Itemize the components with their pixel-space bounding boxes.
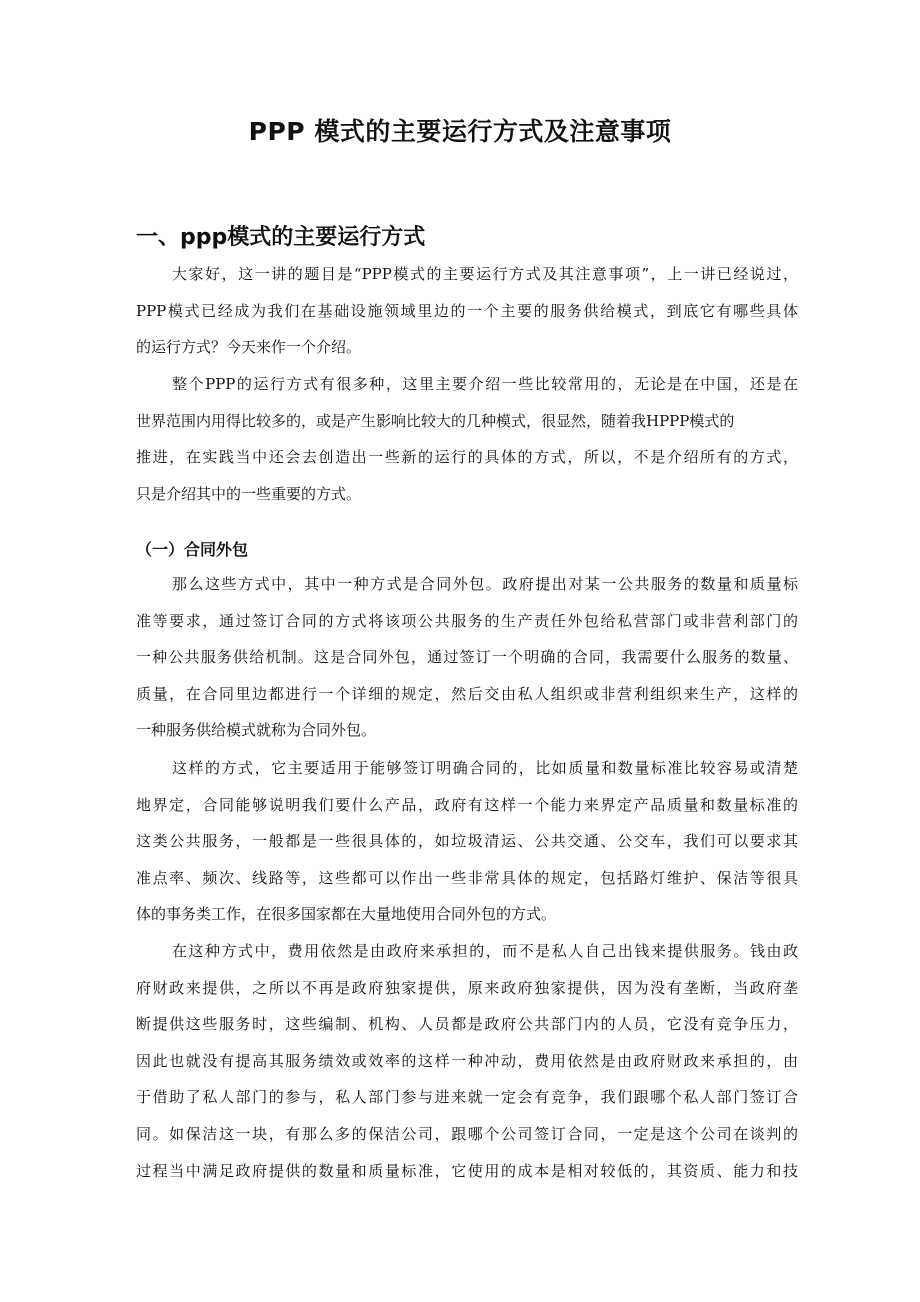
text-line: 这类公共服务，一般都是一些很具体的，如垃圾清运、公共交通、公交车，我们可以要求其 [136,832,798,851]
paragraph-3 [136,566,798,749]
paragraph-2 [136,366,798,512]
text-line: 于借助了私人部门的参与，私人部门参与进来就一定会有竞争，我们跟哪个私人部门签订合 [136,1088,798,1107]
text-line: 的运行方式？今天来作一个介绍。 [136,338,362,357]
text-line: 同。如保洁这一块，有那么多的保洁公司，跟哪个公司签订合同，一定是这个公司在谈判的 [136,1124,798,1143]
text-line: 体的事务类工作，在很多国家都在大量地使用合同外包的方式。 [136,905,557,924]
text-line: 一种公共服务供给机制。这是合同外包，通过签订一个明确的合同，我需要什么服务的数量、 [136,648,798,667]
paragraph-5 [136,933,798,1189]
text-line: 世界范围内用得比较多的，或是产生影响比较大的几种模式，很显然，随着我HPPP模式的 [136,411,735,430]
text-line: PPP模式已经成为我们在基础设施领域里边的一个主要的服务供给模式，到底它有哪些具体 [136,301,798,320]
text-line: 断提供这些服务时，这些编制、机构、人员都是政府公共部门内的人员，它没有竞争压力， [136,1015,798,1034]
section-heading-1: 一、ppp模式的主要运行方式 [136,225,426,250]
text-line: 那么这些方式中，其中一种方式是合同外包。政府提出对某一公共服务的数量和质量标 [172,575,798,593]
text-line: 府财政来提供，之所以不再是政府独家提供，原来政府独家提供，因为没有垄断，当政府垄 [136,978,798,997]
text-line: 只是介绍其中的一些重要的方式。 [136,484,362,503]
paragraph-4 [136,750,798,933]
text-line: 在这种方式中，费用依然是由政府来承担的，而不是私人自己出钱来提供服务。钱由政 [172,942,798,960]
document-title: PPP 模式的主要运行方式及注意事项 [248,117,672,146]
text-line: 准点率、频次、线路等，这些都可以作出一些非常具体的规定，包括路灯维护、保洁等很具 [136,868,798,887]
text-line: 质量，在合同里边都进行一个详细的规定，然后交由私人组织或非营利组织来生产，这样的 [136,684,798,703]
text-line: 这样的方式，它主要适用于能够签订明确合同的，比如质量和数量标准比较容易或清楚 [172,759,798,777]
text-line: 推进，在实践当中还会去创造出一些新的运行的具体的方式，所以，不是介绍所有的方式， [136,448,798,467]
text-line: 整个PPP的运行方式有很多种，这里主要介绍一些比较常用的，无论是在中国，还是在 [172,375,798,393]
text-line: 地界定，合同能够说明我们要什么产品，政府有这样一个能力来界定产品质量和数量标准的 [136,795,798,814]
paragraph-1 [136,256,798,366]
subsection-heading-1: （一）合同外包 [136,540,249,559]
text-line: 过程当中满足政府提供的数量和质量标准，它使用的成本是相对较低的，其资质、能力和技 [136,1161,798,1180]
text-line: 一种服务供给模式就称为合同外包。 [136,721,377,740]
text-line: 大家好，这一讲的题目是“PPP模式的主要运行方式及其注意事项”，上一讲已经说过， [172,265,798,283]
text-line: 因此也就没有提高其服务绩效或效率的这样一种冲动，费用依然是由政府财政来承担的，由 [136,1051,798,1070]
text-line: 准等要求，通过签订合同的方式将该项公共服务的生产责任外包给私营部门或非营利部门的 [136,611,798,630]
